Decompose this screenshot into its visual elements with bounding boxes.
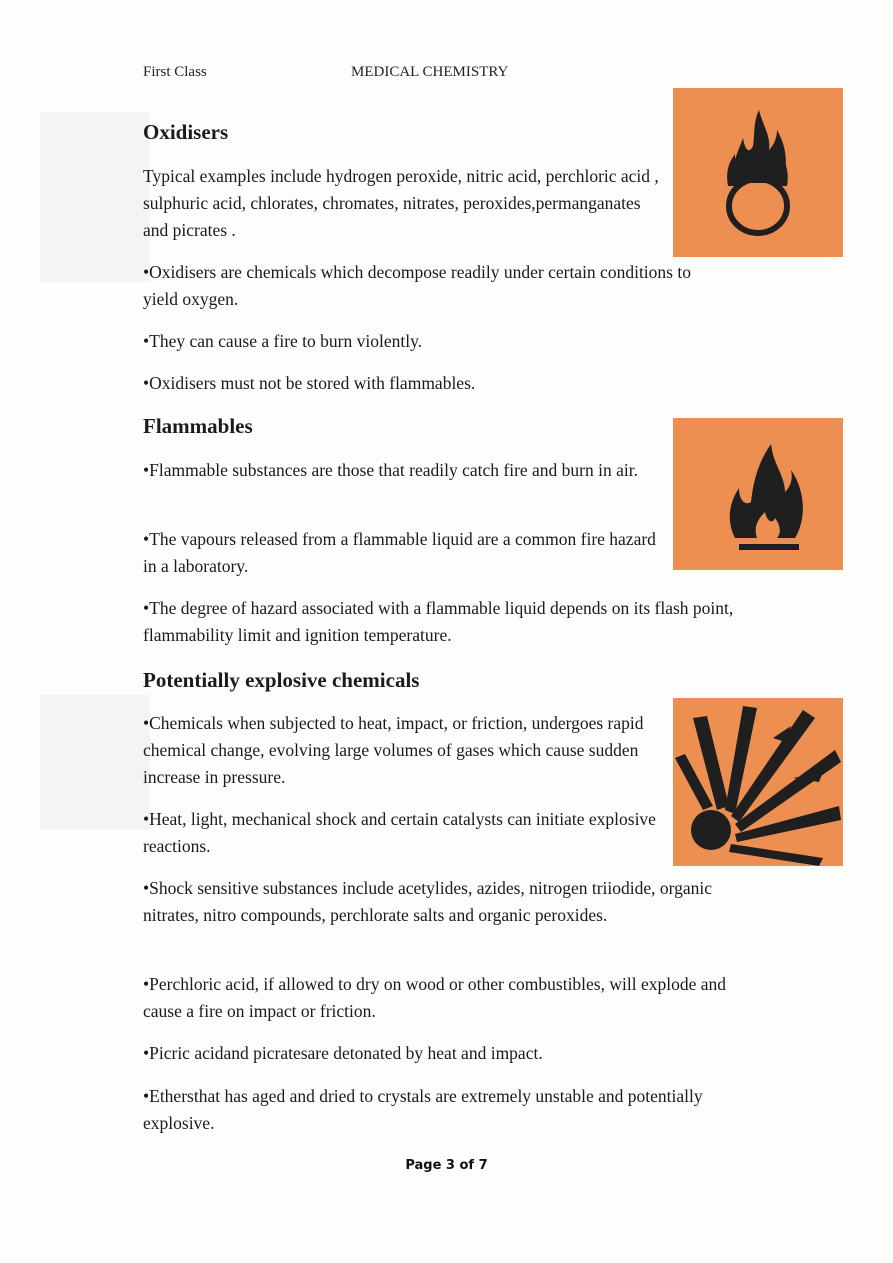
scan-smudge — [40, 112, 150, 282]
flammables-bullet: •Flammable substances are those that readily catch fire and burn in air. — [143, 460, 638, 480]
explosives-bullet: •Ethersthat has aged and dried to crystals are extremely unstable and potentially explosive. — [143, 1086, 703, 1133]
oxidisers-bullet: •Oxidisers must not be stored with flammables. — [143, 373, 476, 393]
oxidisers-bullet: •Oxidisers are chemicals which decompose readily under certain conditions to yield oxygen. — [143, 262, 691, 309]
oxidisers-bullet: •They can cause a fire to burn violently. — [143, 331, 423, 351]
explosives-bullet: •Shock sensitive substances include acetylides, azides, nitrogen triiodide, organic nitrates, nitro compounds, perchlorate salts and organic peroxides. — [143, 878, 713, 925]
flammables-bullet: •The vapours released from a flammable liquid are a common fire hazard in a laboratory. — [143, 529, 656, 576]
header-class: First Class — [143, 64, 207, 80]
explosives-bullet: •Heat, light, mechanical shock and certain catalysts can initiate explosive reactions. — [143, 809, 656, 856]
oxidisers-heading: Oxidisers — [143, 120, 229, 144]
oxidisers-intro: Typical examples include hydrogen peroxide, nitric acid, perchloric acid , sulphuric acid, chlorates, chromates, nitrates, peroxides,permanganates and picrates . — [143, 166, 659, 240]
explosives-heading: Potentially explosive chemicals — [143, 668, 420, 692]
flammables-heading: Flammables — [143, 414, 253, 438]
exploding-bomb-icon — [673, 698, 843, 866]
scan-smudge — [40, 695, 150, 830]
flame-icon — [673, 418, 843, 570]
explosives-bullet: •Perchloric acid, if allowed to dry on wood or other combustibles, will explode and cause a fire on impact or friction. — [143, 974, 727, 1021]
header-subject: MEDICAL CHEMISTRY — [351, 64, 509, 80]
page-number: Page 3 of 7 — [405, 1158, 488, 1173]
explosives-bullet: •Picric acidand picratesare detonated by heat and impact. — [143, 1043, 543, 1063]
explosives-bullet: •Chemicals when subjected to heat, impact, or friction, undergoes rapid chemical change, evolving large volumes of gases which cause sudden increase in pressure. — [143, 713, 644, 787]
oxidiser-flame-over-circle-icon — [673, 88, 843, 257]
flammables-bullet: •The degree of hazard associated with a flammable liquid depends on its flash point, flammability limit and ignition temperature. — [143, 598, 734, 645]
